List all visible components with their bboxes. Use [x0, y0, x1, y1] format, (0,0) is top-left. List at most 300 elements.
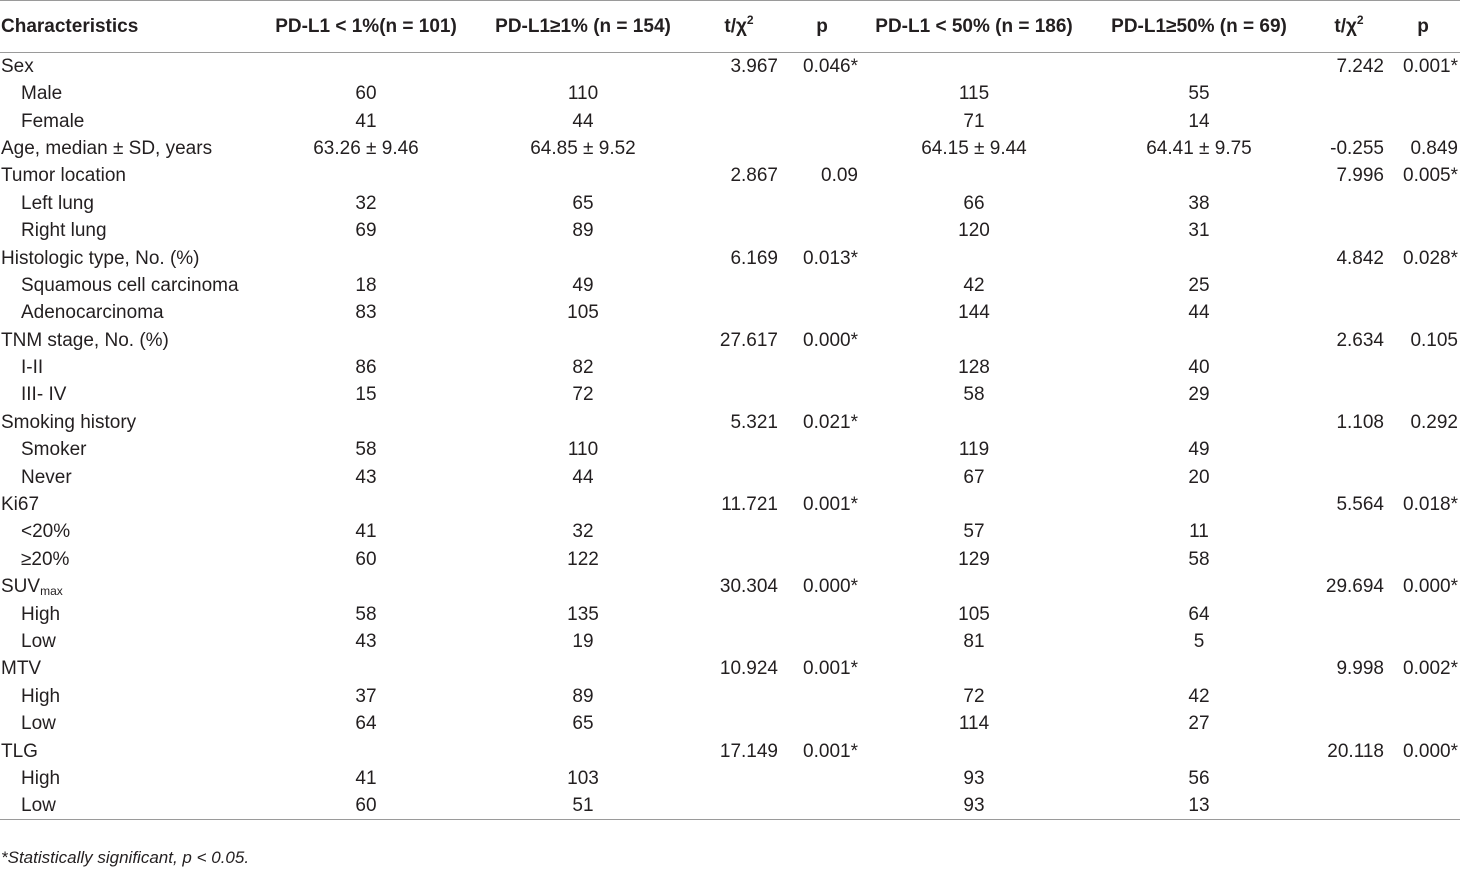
table-row	[0, 244, 1460, 271]
table-row	[0, 765, 1460, 792]
table-row	[0, 217, 1460, 244]
cell-p-1	[782, 272, 862, 299]
table-row	[0, 737, 1460, 764]
table-row	[0, 53, 1460, 81]
cell-p-1	[782, 463, 862, 490]
cell-stat-1	[696, 354, 782, 381]
cell-stat-2	[1312, 628, 1386, 655]
row-label-text: Low	[21, 631, 56, 652]
cell-p-2: 0.028*	[1403, 247, 1458, 269]
cell-p-2	[1386, 518, 1460, 545]
cell-p-1	[782, 217, 862, 244]
cell-p-2: 0.292	[1410, 411, 1458, 433]
cell-pd-l1-lt1	[262, 737, 470, 764]
cell-stat-1	[696, 765, 782, 792]
cell-p-2	[1386, 354, 1460, 381]
table-row	[0, 518, 1460, 545]
cell-pd-l1-lt50: 81	[963, 631, 985, 652]
cell-stat-1	[696, 436, 782, 463]
cell-pd-l1-ge50	[1086, 573, 1312, 600]
row-label	[0, 491, 262, 518]
row-label-text: Squamous cell carcinoma	[21, 274, 239, 296]
header-p-1: p	[816, 15, 828, 37]
header-pd-l1-ge1: PD-L1≥1% (n = 154)	[495, 15, 671, 37]
cell-stat-2	[1312, 107, 1386, 134]
table-row	[0, 710, 1460, 737]
row-label	[0, 272, 262, 299]
cell-pd-l1-lt1: 60	[355, 83, 377, 105]
header-stat-2	[1312, 1, 1386, 53]
row-label-text: Smoking history	[1, 411, 137, 433]
cell-pd-l1-lt1	[262, 655, 470, 682]
cell-pd-l1-lt1	[262, 491, 470, 518]
table-row	[0, 272, 1460, 299]
cell-pd-l1-ge1: 122	[567, 548, 599, 570]
cell-pd-l1-ge1	[470, 655, 696, 682]
row-label-subscript: max	[40, 584, 63, 599]
cell-pd-l1-lt50: 128	[958, 357, 990, 379]
cell-pd-l1-ge50: 49	[1188, 439, 1210, 461]
cell-stat-2	[1312, 80, 1386, 107]
cell-p-2: 0.002*	[1403, 658, 1458, 680]
cell-p-1: 0.09	[821, 165, 858, 187]
row-label	[0, 244, 262, 271]
cell-pd-l1-lt50	[862, 573, 1086, 600]
cell-p-1	[782, 765, 862, 792]
cell-pd-l1-lt50	[862, 491, 1086, 518]
cell-pd-l1-ge50	[1086, 655, 1312, 682]
cell-p-1	[782, 381, 862, 408]
cell-pd-l1-lt1: 32	[355, 192, 377, 214]
row-label	[0, 600, 262, 627]
row-label-text: Right lung	[21, 220, 107, 242]
cell-pd-l1-ge50	[1086, 327, 1312, 354]
table-row	[0, 491, 1460, 518]
cell-pd-l1-ge50: 42	[1188, 685, 1210, 707]
table-row	[0, 409, 1460, 436]
row-label-text: III- IV	[21, 384, 67, 406]
cell-pd-l1-lt1	[262, 573, 470, 600]
cell-p-2	[1386, 628, 1460, 655]
cell-stat-2: 9.998	[1336, 658, 1384, 680]
cell-pd-l1-ge1	[470, 573, 696, 600]
cell-pd-l1-ge50: 27	[1188, 713, 1210, 735]
cell-p-2	[1386, 600, 1460, 627]
cell-pd-l1-lt1	[262, 53, 470, 81]
table-header-row	[0, 1, 1460, 53]
cell-stat-2	[1312, 792, 1386, 820]
cell-stat-1: 17.149	[719, 740, 778, 762]
cell-pd-l1-lt50: 120	[958, 220, 990, 242]
cell-p-1	[782, 80, 862, 107]
cell-pd-l1-ge50	[1086, 491, 1312, 518]
cell-pd-l1-ge1	[470, 491, 696, 518]
cell-stat-2	[1312, 354, 1386, 381]
header-stat-1-base: t/χ	[724, 15, 747, 37]
cell-pd-l1-lt1: 60	[355, 795, 377, 817]
cell-pd-l1-ge50: 44	[1188, 302, 1210, 324]
row-label	[0, 655, 262, 682]
table-row	[0, 436, 1460, 463]
table-row	[0, 381, 1460, 408]
row-label	[0, 327, 262, 354]
cell-p-1	[782, 436, 862, 463]
cell-stat-1	[696, 546, 782, 573]
row-label-text: Age, median ± SD, years	[1, 137, 213, 159]
cell-p-1: 0.001*	[803, 658, 858, 680]
row-label-text: High	[21, 685, 61, 707]
cell-stat-1: 27.617	[719, 329, 778, 351]
cell-pd-l1-ge1: 89	[572, 220, 594, 242]
cell-pd-l1-ge1: 103	[567, 767, 599, 789]
table-row	[0, 354, 1460, 381]
cell-pd-l1-ge50	[1086, 244, 1312, 271]
header-stat-2-sup: 2	[1356, 12, 1364, 27]
cell-pd-l1-lt1: 58	[355, 439, 377, 461]
cell-pd-l1-lt50	[862, 737, 1086, 764]
cell-stat-1	[696, 381, 782, 408]
cell-p-1	[782, 190, 862, 217]
table-row	[0, 600, 1460, 627]
cell-stat-2	[1312, 683, 1386, 710]
cell-p-2: 0.000*	[1403, 576, 1458, 598]
row-label-text: Histologic type, No. (%)	[1, 247, 200, 269]
cell-stat-1	[696, 600, 782, 627]
cell-stat-2	[1312, 463, 1386, 490]
row-label	[0, 354, 262, 381]
cell-pd-l1-lt1: 60	[355, 548, 377, 570]
cell-pd-l1-lt1: 37	[355, 685, 377, 707]
row-label-text: ≥20%	[21, 548, 70, 570]
row-label	[0, 53, 262, 81]
row-label-text: Tumor location	[1, 165, 126, 187]
cell-pd-l1-ge1: 51	[572, 795, 594, 817]
cell-pd-l1-lt1: 41	[355, 521, 377, 543]
cell-pd-l1-lt1	[262, 327, 470, 354]
row-label-text: Female	[21, 110, 85, 132]
cell-stat-2: 1.108	[1336, 411, 1384, 433]
row-label	[0, 683, 262, 710]
cell-stat-1	[696, 463, 782, 490]
cell-p-1	[782, 683, 862, 710]
cell-pd-l1-ge1: 105	[567, 302, 599, 324]
table-row	[0, 135, 1460, 162]
cell-pd-l1-lt1: 41	[355, 110, 377, 132]
cell-pd-l1-ge50: 29	[1188, 384, 1210, 406]
cell-stat-2	[1312, 217, 1386, 244]
cell-stat-1	[696, 683, 782, 710]
row-label	[0, 162, 262, 189]
cell-pd-l1-lt1: 18	[355, 274, 377, 296]
cell-stat-2	[1312, 381, 1386, 408]
row-label	[0, 135, 262, 162]
cell-pd-l1-lt50	[862, 409, 1086, 436]
cell-pd-l1-lt50	[862, 53, 1086, 81]
table-row	[0, 190, 1460, 217]
cell-pd-l1-lt50: 67	[963, 466, 985, 488]
cell-pd-l1-lt50: 93	[963, 795, 985, 817]
row-label-text: Ki67	[1, 494, 40, 516]
cell-stat-1	[696, 107, 782, 134]
cell-pd-l1-lt50: 144	[958, 302, 990, 324]
cell-stat-2: 7.996	[1336, 165, 1384, 187]
cell-p-2	[1386, 190, 1460, 217]
cell-pd-l1-ge50: 64.41 ± 9.75	[1146, 137, 1252, 159]
cell-p-2: 0.105	[1410, 329, 1458, 351]
row-label	[0, 573, 262, 600]
cell-p-2	[1386, 463, 1460, 490]
cell-pd-l1-lt50: 66	[963, 192, 985, 214]
cell-pd-l1-ge1: 72	[572, 384, 594, 406]
header-p-2: p	[1417, 15, 1429, 37]
header-stat-2-base: t/χ	[1334, 15, 1357, 37]
row-label	[0, 409, 262, 436]
cell-stat-1	[696, 792, 782, 820]
cell-pd-l1-ge1	[470, 327, 696, 354]
row-label	[0, 80, 262, 107]
cell-stat-1: 5.321	[730, 411, 778, 433]
cell-p-2	[1386, 80, 1460, 107]
cell-pd-l1-ge50	[1086, 409, 1312, 436]
row-label	[0, 518, 262, 545]
header-stat-1-sup: 2	[746, 12, 754, 27]
cell-pd-l1-ge50: 55	[1188, 83, 1210, 105]
cell-pd-l1-ge1: 64.85 ± 9.52	[530, 137, 636, 159]
cell-p-1	[782, 354, 862, 381]
cell-p-2: 0.849	[1410, 137, 1458, 159]
row-label-text: Smoker	[21, 439, 87, 461]
table-row	[0, 80, 1460, 107]
row-label-text: Adenocarcinoma	[21, 302, 164, 324]
cell-pd-l1-ge1: 19	[572, 631, 594, 652]
cell-pd-l1-lt50	[862, 655, 1086, 682]
row-label	[0, 381, 262, 408]
table-row	[0, 463, 1460, 490]
table-row	[0, 573, 1460, 600]
cell-pd-l1-lt1	[262, 409, 470, 436]
cell-pd-l1-ge1: 65	[572, 713, 594, 735]
cell-stat-1	[696, 135, 782, 162]
cell-stat-1	[696, 710, 782, 737]
cell-pd-l1-ge1	[470, 409, 696, 436]
cell-pd-l1-ge50: 20	[1188, 466, 1210, 488]
cell-p-1	[782, 299, 862, 326]
cell-pd-l1-ge1	[470, 162, 696, 189]
cell-pd-l1-lt50: 64.15 ± 9.44	[921, 137, 1027, 159]
cell-stat-2: 29.694	[1325, 576, 1384, 598]
cell-stat-1	[696, 190, 782, 217]
cell-p-1	[782, 107, 862, 134]
cell-pd-l1-ge50: 38	[1188, 192, 1210, 214]
row-label-text: Low	[21, 795, 56, 817]
cell-stat-2	[1312, 272, 1386, 299]
cell-stat-2	[1312, 765, 1386, 792]
cell-pd-l1-ge1: 110	[567, 83, 599, 105]
cell-pd-l1-lt50: 72	[963, 685, 985, 707]
row-label-text: SUV	[1, 576, 41, 598]
cell-stat-1	[696, 217, 782, 244]
row-label-text: High	[21, 767, 61, 789]
cell-pd-l1-lt50: 57	[963, 521, 985, 543]
row-label-text: Left lung	[21, 192, 94, 214]
cell-stat-2: 7.242	[1336, 56, 1384, 77]
cell-p-2: 0.005*	[1403, 165, 1458, 187]
row-label	[0, 190, 262, 217]
cell-pd-l1-lt50	[862, 162, 1086, 189]
cell-stat-1	[696, 518, 782, 545]
cell-stat-1: 3.967	[730, 56, 778, 77]
cell-pd-l1-ge50: 40	[1188, 357, 1210, 379]
cell-p-1	[782, 546, 862, 573]
cell-pd-l1-lt50: 129	[958, 548, 990, 570]
cell-p-1	[782, 710, 862, 737]
cell-pd-l1-ge1: 49	[572, 274, 594, 296]
cell-pd-l1-lt1: 63.26 ± 9.46	[313, 137, 419, 159]
cell-pd-l1-lt50: 42	[963, 274, 985, 296]
row-label-text: Low	[21, 713, 56, 735]
table-footnote: *Statistically significant, p < 0.05.	[1, 848, 250, 867]
cell-p-1: 0.046*	[803, 56, 858, 77]
cell-pd-l1-ge1	[470, 737, 696, 764]
cell-stat-1	[696, 628, 782, 655]
row-label	[0, 737, 262, 764]
row-label-text: <20%	[21, 521, 71, 543]
row-label-text: I-II	[21, 357, 44, 379]
row-label	[0, 299, 262, 326]
cell-pd-l1-lt1: 83	[355, 302, 377, 324]
row-label	[0, 628, 262, 655]
cell-p-2	[1386, 792, 1460, 820]
cell-pd-l1-ge1: 89	[572, 685, 594, 707]
cell-pd-l1-ge1	[470, 244, 696, 271]
cell-pd-l1-ge1: 44	[572, 110, 594, 132]
cell-pd-l1-ge50	[1086, 53, 1312, 81]
cell-pd-l1-ge1: 32	[572, 521, 594, 543]
cell-pd-l1-lt50: 114	[958, 713, 990, 735]
cell-pd-l1-ge50: 64	[1188, 603, 1210, 625]
cell-pd-l1-lt1: 58	[355, 603, 377, 625]
cell-stat-2	[1312, 518, 1386, 545]
cell-stat-2: 4.842	[1336, 247, 1384, 269]
table-row	[0, 299, 1460, 326]
cell-stat-2	[1312, 436, 1386, 463]
cell-pd-l1-ge1: 65	[572, 192, 594, 214]
cell-pd-l1-lt50	[862, 244, 1086, 271]
cell-pd-l1-lt50: 93	[963, 767, 985, 789]
row-label	[0, 546, 262, 573]
table-row	[0, 162, 1460, 189]
cell-stat-1: 30.304	[719, 576, 778, 598]
cell-pd-l1-ge50: 31	[1188, 220, 1210, 242]
cell-pd-l1-ge1: 135	[567, 603, 599, 625]
cell-stat-2: 20.118	[1327, 740, 1384, 762]
cell-pd-l1-ge50: 14	[1188, 110, 1210, 132]
cell-p-2: 0.000*	[1403, 740, 1458, 762]
cell-p-1: 0.013*	[803, 247, 858, 269]
row-label	[0, 436, 262, 463]
table-row	[0, 792, 1460, 820]
row-label	[0, 463, 262, 490]
row-label-text: Male	[21, 83, 63, 105]
cell-p-2	[1386, 381, 1460, 408]
cell-pd-l1-ge1	[470, 53, 696, 81]
cell-p-2	[1386, 710, 1460, 737]
row-label	[0, 107, 262, 134]
cell-p-1: 0.001*	[803, 740, 858, 762]
cell-p-2	[1386, 272, 1460, 299]
cell-p-2: 0.001*	[1403, 56, 1458, 77]
header-characteristics: Characteristics	[1, 15, 139, 37]
cell-p-2	[1386, 299, 1460, 326]
cell-stat-2: 2.634	[1336, 329, 1384, 351]
cell-stat-1	[696, 272, 782, 299]
cell-p-2	[1386, 546, 1460, 573]
table-row	[0, 327, 1460, 354]
cell-p-1	[782, 792, 862, 820]
cell-p-1	[782, 135, 862, 162]
cell-stat-2: 5.564	[1336, 494, 1384, 516]
header-stat-1	[696, 1, 782, 53]
cell-pd-l1-lt50	[862, 327, 1086, 354]
cell-pd-l1-lt50: 119	[958, 439, 990, 461]
cell-pd-l1-lt1	[262, 162, 470, 189]
table-row	[0, 107, 1460, 134]
cell-p-1: 0.000*	[803, 576, 858, 598]
row-label-text: TNM stage, No. (%)	[1, 329, 169, 351]
cell-pd-l1-lt1	[262, 244, 470, 271]
table-row	[0, 546, 1460, 573]
cell-pd-l1-ge50	[1086, 737, 1312, 764]
table-body	[0, 53, 1460, 820]
cell-stat-2	[1312, 299, 1386, 326]
cell-p-2	[1386, 107, 1460, 134]
table-row	[0, 628, 1460, 655]
cell-pd-l1-ge50	[1086, 162, 1312, 189]
cell-p-1	[782, 600, 862, 627]
cell-pd-l1-ge50: 56	[1188, 767, 1210, 789]
cell-pd-l1-lt50: 58	[963, 384, 985, 406]
cell-pd-l1-ge50: 11	[1189, 521, 1209, 543]
row-label	[0, 792, 262, 820]
cell-stat-1: 6.169	[730, 247, 778, 269]
header-pd-l1-ge50: PD-L1≥50% (n = 69)	[1111, 15, 1287, 37]
row-label-text: TLG	[1, 740, 38, 762]
row-label-text: MTV	[1, 658, 42, 680]
cell-stat-2	[1312, 710, 1386, 737]
table-row	[0, 683, 1460, 710]
cell-p-2	[1386, 765, 1460, 792]
row-label	[0, 217, 262, 244]
row-label-text: Sex	[1, 56, 34, 77]
cell-pd-l1-ge50: 58	[1188, 548, 1210, 570]
cell-pd-l1-lt50: 115	[958, 83, 990, 105]
cell-pd-l1-lt1: 86	[355, 357, 377, 379]
cell-pd-l1-lt1: 41	[355, 767, 377, 789]
cell-stat-1: 11.721	[721, 494, 778, 516]
cell-stat-2	[1312, 600, 1386, 627]
row-label-text: High	[21, 603, 61, 625]
cell-pd-l1-lt50: 71	[963, 110, 985, 132]
row-label-text: Never	[21, 466, 72, 488]
cell-stat-1	[696, 299, 782, 326]
cell-p-2	[1386, 683, 1460, 710]
cell-pd-l1-lt1: 64	[355, 713, 377, 735]
cell-stat-1: 10.924	[719, 658, 778, 680]
cell-stat-2	[1312, 190, 1386, 217]
table-row	[0, 655, 1460, 682]
row-label	[0, 710, 262, 737]
cell-p-2: 0.018*	[1403, 494, 1458, 516]
